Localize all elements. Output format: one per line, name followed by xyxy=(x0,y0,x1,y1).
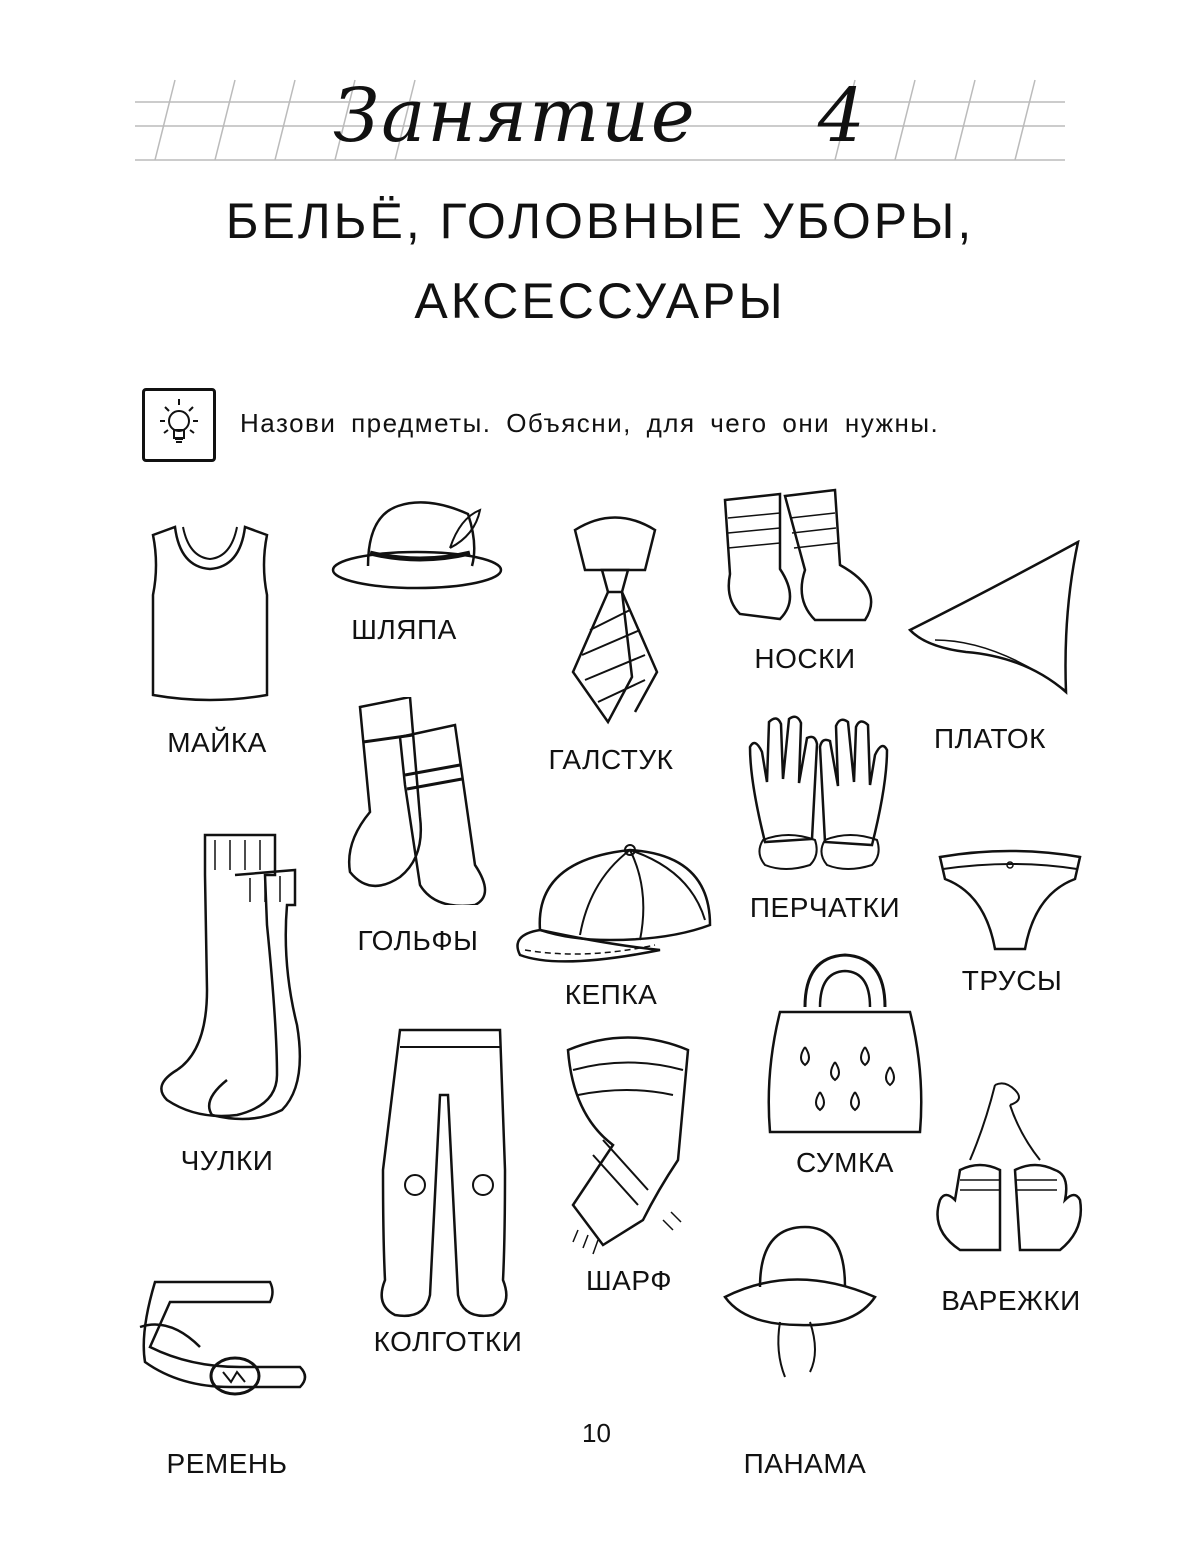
section-title-line1: БЕЛЬЁ, ГОЛОВНЫЕ УБОРЫ, xyxy=(225,193,975,249)
label-varezhki: ВАРЕЖКИ xyxy=(941,1285,1081,1316)
scarf-picture xyxy=(553,1030,701,1260)
handkerchief-picture xyxy=(905,540,1083,695)
label-perchatki: ПЕРЧАТКИ xyxy=(749,892,901,923)
lightbulb-icon xyxy=(145,391,213,459)
socks-picture xyxy=(720,488,890,623)
lesson-number: 4 xyxy=(817,73,867,159)
tank-top-picture xyxy=(145,522,275,702)
label-trusy: ТРУСЫ xyxy=(961,965,1063,996)
page-number: 10 xyxy=(582,1418,611,1448)
gloves-picture xyxy=(745,712,895,872)
stockings-picture xyxy=(140,830,305,1130)
section-title-line2: АКСЕССУАРЫ xyxy=(414,273,786,329)
briefs-picture xyxy=(935,847,1085,957)
label-golfy: ГОЛЬФЫ xyxy=(357,925,479,956)
label-chulki: ЧУЛКИ xyxy=(180,1145,274,1176)
cap-picture xyxy=(515,835,715,970)
label-noski: НОСКИ xyxy=(754,643,856,674)
label-mayka: МАЙКА xyxy=(167,727,267,758)
lesson-heading xyxy=(300,66,900,166)
tip-box xyxy=(142,388,216,462)
panama-hat-picture xyxy=(720,1222,880,1382)
hat-picture xyxy=(330,498,505,593)
mittens-picture xyxy=(935,1080,1085,1260)
label-panama: ПАНАМА xyxy=(743,1448,867,1479)
tights-picture xyxy=(375,1025,525,1320)
label-sumka: СУМКА xyxy=(796,1147,894,1178)
label-kolgotki: КОЛГОТКИ xyxy=(373,1326,523,1357)
label-platok: ПЛАТОК xyxy=(934,723,1046,754)
tie-picture xyxy=(560,510,670,725)
label-galstuk: ГАЛСТУК xyxy=(548,744,674,775)
label-sharf: ШАРФ xyxy=(586,1265,672,1296)
knee-socks-picture xyxy=(345,697,495,905)
belt-picture xyxy=(135,1272,320,1432)
label-remen: РЕМЕНЬ xyxy=(166,1448,288,1479)
bag-picture xyxy=(765,952,925,1142)
instruction-text: Назови предметы. Объясни, для чего они нужны. xyxy=(240,408,940,438)
lesson-word: Занятие xyxy=(333,73,697,159)
label-shlyapa: ШЛЯПА xyxy=(351,614,457,645)
label-kepka: КЕПКА xyxy=(564,979,658,1010)
